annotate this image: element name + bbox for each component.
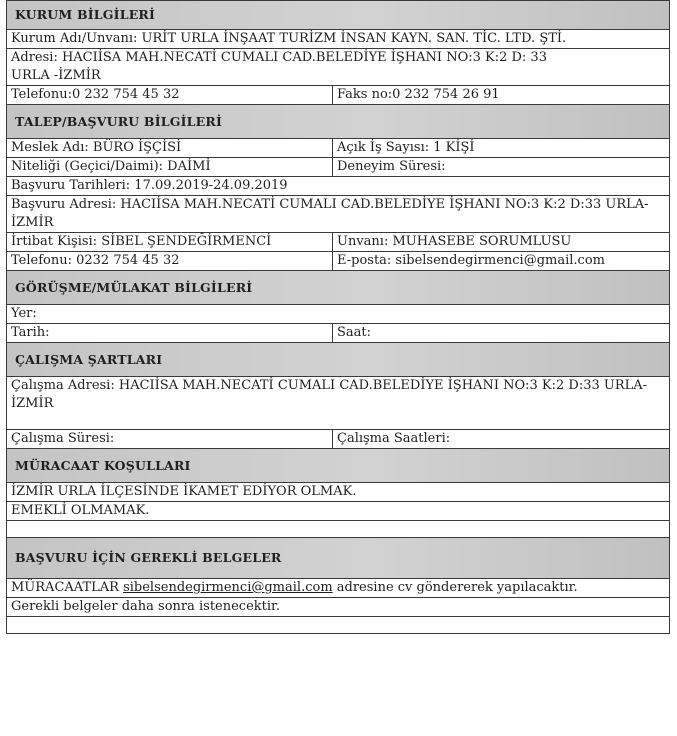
section-header-kurum: KURUM BİLGİLERİ: [7, 1, 670, 30]
muracaat-kosul-1: İZMİR URLA İLÇESİNDE İKAMET EDİYOR OLMAK.: [7, 483, 670, 502]
belgeler-satir-2: Gerekli belgeler daha sonra istenecektir.: [7, 598, 670, 617]
irtibat-kisisi: İrtibat Kişisi: SİBEL ŞENDEĞİRMENCİ: [7, 233, 333, 252]
section-gorusme: [7, 271, 670, 305]
unvani: Unvanı: MUHASEBE SORUMLUSU: [333, 233, 670, 252]
gorusme-yer: Yer:: [7, 305, 670, 324]
acik-is-sayisi: Açık İş Sayısı: 1 KİŞİ: [333, 139, 670, 158]
muracaat-kosul-2: EMEKLİ OLMAMAK.: [7, 502, 670, 521]
basvuru-tarihleri: Başvuru Tarihleri: 17.09.2019-24.09.2019: [7, 177, 670, 196]
section-talep: [7, 105, 670, 139]
meslek-adi: Meslek Adı: BÜRO İŞÇİSİ: [7, 139, 333, 158]
belgeler-satir-1: [7, 579, 670, 598]
kurum-telefon: Telefonu:0 232 754 45 32: [7, 86, 333, 105]
gorusme-tarih: Tarih:: [7, 324, 333, 343]
calisma-adresi: Çalışma Adresi: HACIİSA MAH.NECATİ CUMALI CAD.BELEDİYE İŞHANI NO:3 K:2 D:33 URLA-İZMİR: [7, 377, 670, 430]
kurum-adi: Kurum Adı/Unvanı: URİT URLA İNŞAAT TURİZM İNSAN KAYN. SAN. TİC. LTD. ŞTİ.: [7, 30, 670, 49]
eposta: E-posta: sibelsendegirmenci@gmail.com: [333, 252, 670, 271]
section-muracaat: [7, 449, 670, 483]
section-belgeler: [7, 538, 670, 579]
form-table: [6, 0, 670, 634]
section-header-muracaat: MÜRACAAT KOŞULLARI: [7, 449, 670, 483]
empty-row: [7, 521, 670, 538]
section-header-calisma: ÇALIŞMA ŞARTLARI: [7, 343, 670, 377]
empty-row: [7, 617, 670, 634]
talep-telefon: Telefonu: 0232 754 45 32: [7, 252, 333, 271]
deneyim-suresi: Deneyim Süresi:: [333, 158, 670, 177]
section-header-gorusme: GÖRÜŞME/MÜLAKAT BİLGİLERİ: [7, 271, 670, 305]
email-link[interactable]: sibelsendegirmenci@gmail.com: [123, 580, 333, 595]
section-kurum: [7, 1, 670, 30]
calisma-suresi: Çalışma Süresi:: [7, 430, 333, 449]
application-form: [6, 0, 669, 634]
belgeler-suffix: adresine cv göndererek yapılacaktır.: [332, 580, 578, 595]
basvuru-adresi: Başvuru Adresi: HACIİSA MAH.NECATİ CUMALI CAD.BELEDİYE İŞHANI NO:3 K:2 D:33 URLA-İZMİR: [7, 196, 670, 233]
section-calisma: [7, 343, 670, 377]
kurum-adres: Adresi: HACIİSA MAH.NECATİ CUMALI CAD.BELEDİYE İŞHANI NO:3 K:2 D: 33 URLA -İZMİR: [7, 49, 670, 86]
section-header-talep: TALEP/BAŞVURU BİLGİLERİ: [7, 105, 670, 139]
calisma-saatleri: Çalışma Saatleri:: [333, 430, 670, 449]
section-header-belgeler: BAŞVURU İÇİN GEREKLİ BELGELER: [7, 538, 670, 579]
belgeler-prefix: MÜRACAATLAR: [11, 580, 124, 595]
gorusme-saat: Saat:: [333, 324, 670, 343]
niteligi: Niteliği (Geçici/Daimi): DAİMİ: [7, 158, 333, 177]
kurum-faks: Faks no:0 232 754 26 91: [333, 86, 670, 105]
